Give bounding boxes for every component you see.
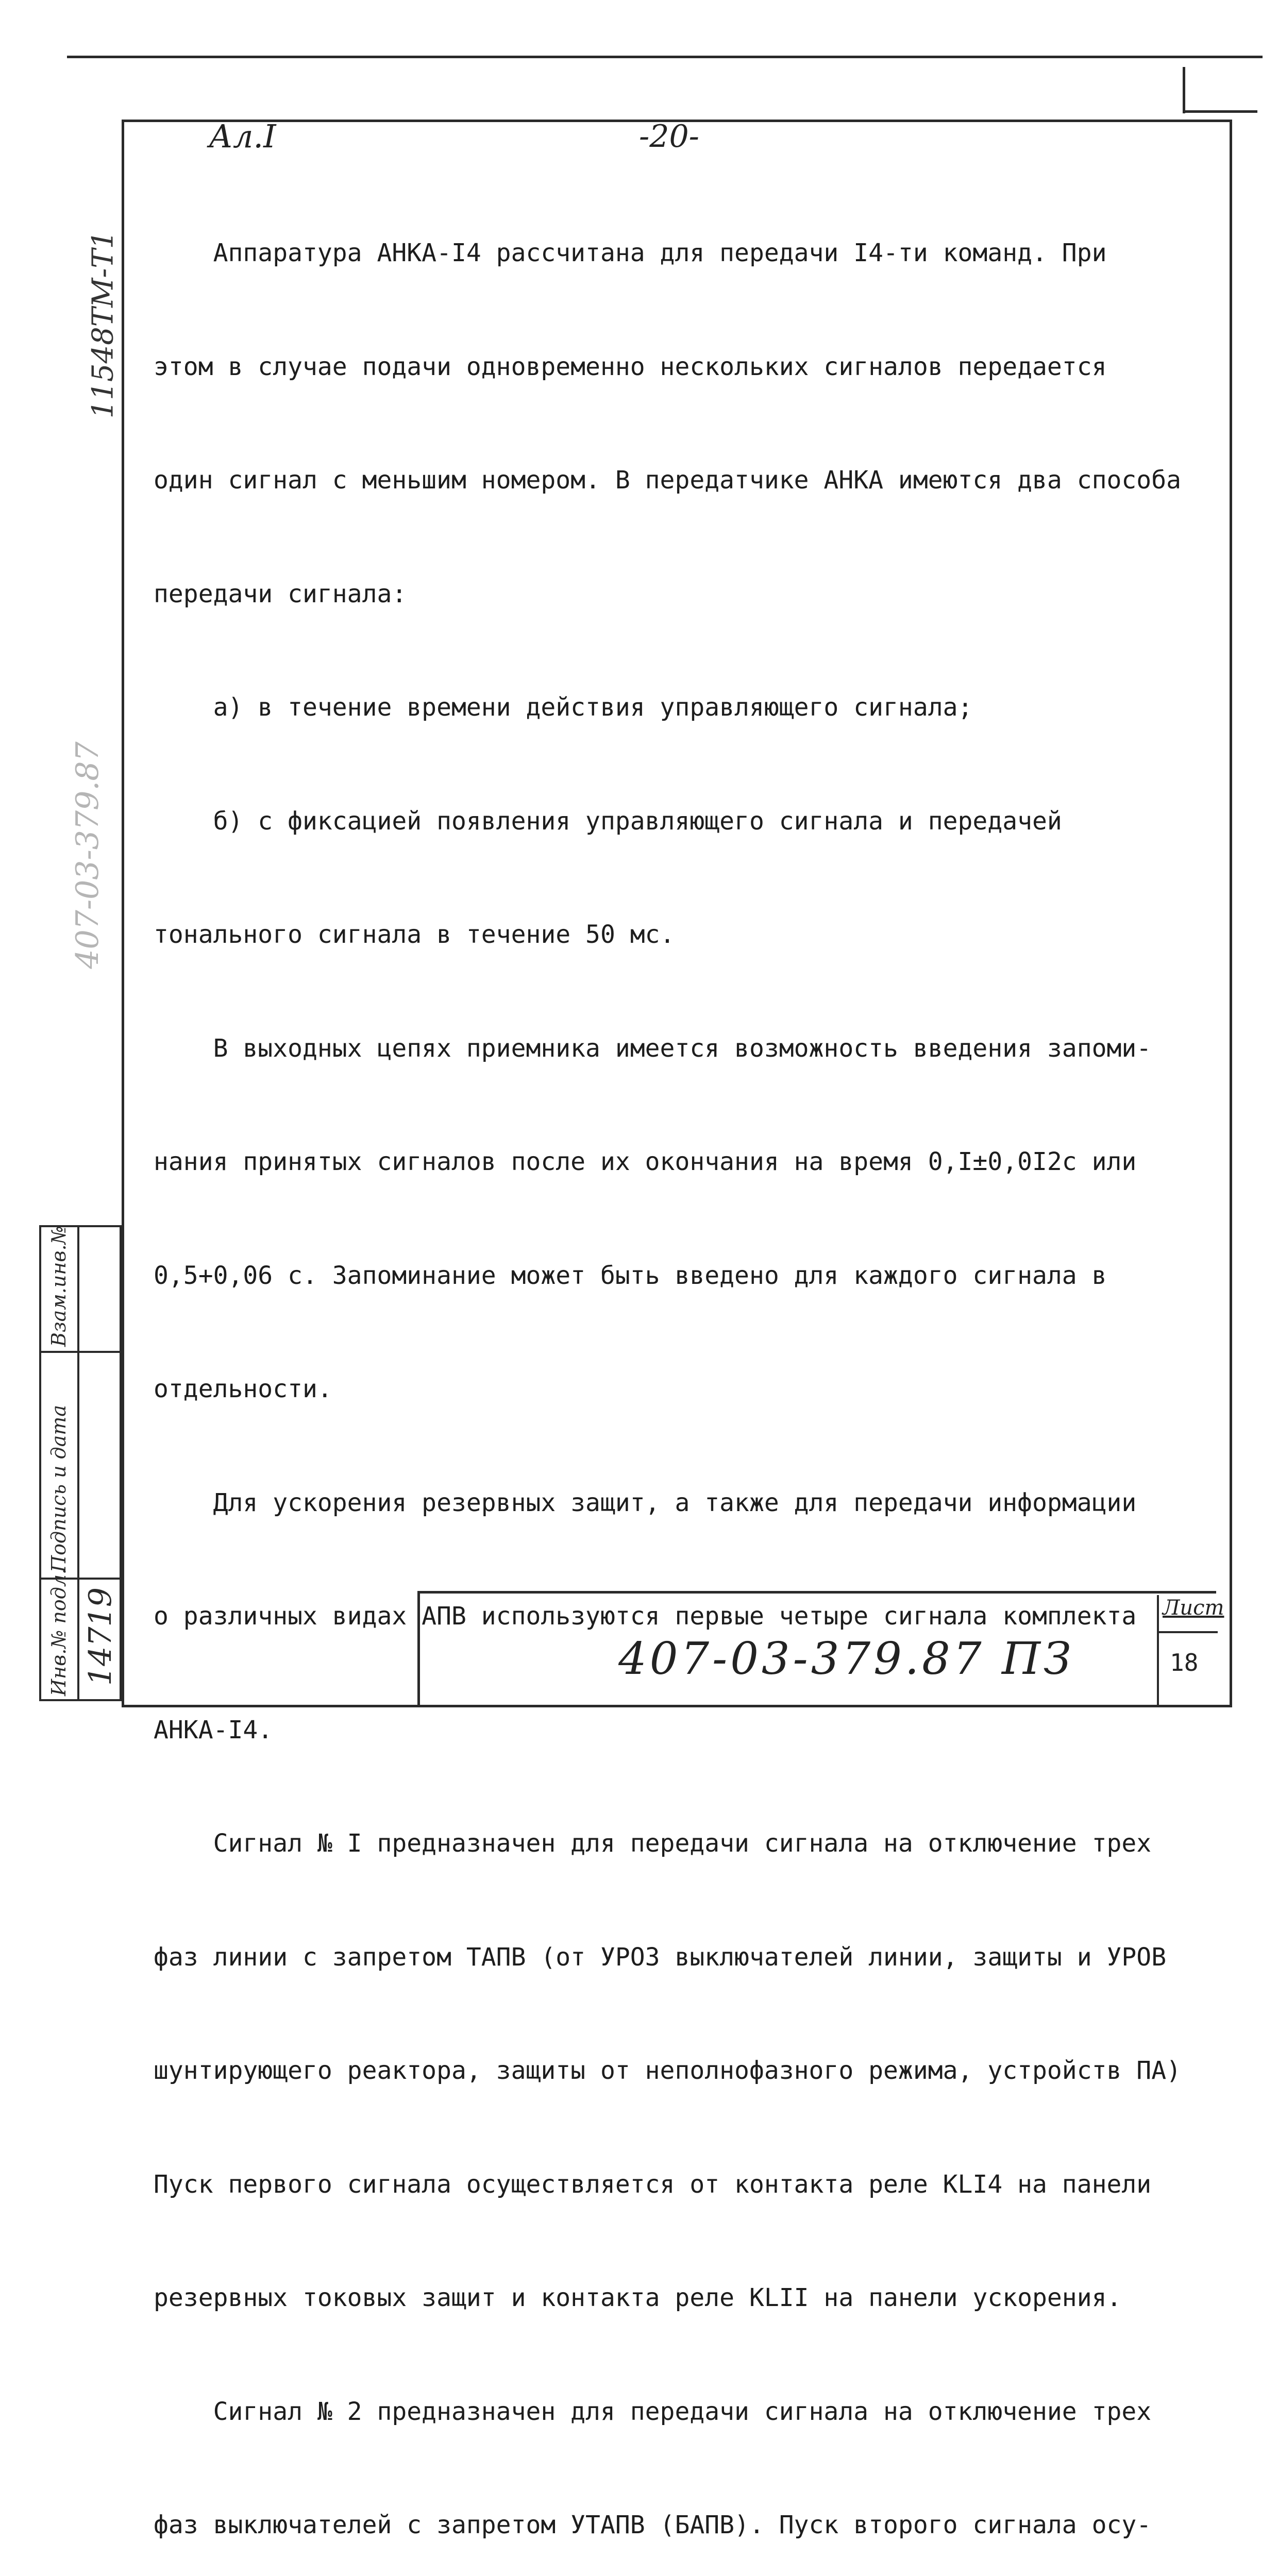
text-line: Для ускорения резервных защит, а также для передачи информации [154,1488,1137,1517]
stamp-row-divider [41,1351,120,1353]
text-line: Аппаратура АНКА-I4 рассчитана для передачи I4-ти команд. При [154,239,1107,267]
text-line: отдельности. [154,1375,332,1403]
top-border-short-line [1185,110,1257,113]
top-border-line [67,56,1263,58]
text-line: передачи сигнала: [154,579,407,608]
sheet-box-divider [1159,1631,1218,1633]
stamp-replace-label: Взам.инв.№ [47,1226,70,1347]
text-line: о различных видах АПВ используются первые четыре сигнала комплекта [154,1602,1137,1631]
document-code: 407-03-379.87 ПЗ [618,1633,1074,1685]
margin-faint-code [52,680,124,1030]
margin-doc-code-text: 11548ТМ-Т1 [86,230,120,419]
text-line: фаз линии с запретом ТАПВ (от УРОЗ выключателей линии, защиты и УРОВ [154,1942,1167,1972]
text-line: АНКА-I4. [154,1715,273,1744]
text-line: В выходных цепях приемника имеется возможность введения запоми- [154,1033,1152,1063]
text-line: Сигнал № I предназначен для передачи сигнала на отключение трех [154,1829,1152,1858]
text-line: шунтирующего реактора, защиты от неполнофазного режима, устройств ПА) [154,2056,1181,2085]
text-line: б) с фиксацией появления управляющего сигнала и передачей [154,806,1062,836]
text-line: Пуск первого сигнала осуществляется от контакта реле KLI4 на панели [154,2170,1152,2199]
text-line: фаз выключателей с запретом УТАПВ (БАПВ). Пуск второго сигнала осу- [154,2511,1152,2539]
annex-label: Ал.I [209,117,276,155]
stamp-signature-label: Подпись и дата [47,1404,70,1572]
text-line: тонального сигнала в течение 50 мс. [154,920,675,949]
stamp-inv-label: Инв.№ подл. [47,1568,70,1696]
text-line: один сигнал с меньшим номером. В передатчике АНКА имеются два способа [154,466,1181,495]
text-line: этом в случае подачи одновременно нескольких сигналов передается [154,352,1107,381]
margin-doc-code [72,216,134,433]
text-line: резервных токовых защит и контакта реле KLII на панели ускорения. [154,2283,1122,2312]
corner-tick-line [1183,67,1185,113]
text-line: Сигнал № 2 предназначен для передачи сигнала на отключение трех [154,2397,1152,2426]
margin-faint-code-text: 407-03-379.87 [70,741,106,969]
text-line: нания принятых сигналов после их окончания на время 0,I±0,0I2с или [154,1147,1137,1176]
text-line: а) в течение времени действия управляющего сигнала; [154,693,973,722]
stamp-column-divider [77,1227,79,1699]
page-marker: -20- [639,118,699,155]
text-line: 0,5+0,06 с. Запоминание может быть введено для каждого сигнала в [154,1261,1107,1290]
left-stamp-table [39,1225,122,1701]
body-text [154,159,1210,2576]
sheet-label: Лист [1163,1596,1224,1620]
stamp-inv-value: 14719 [82,1587,119,1686]
sheet-number: 18 [1170,1649,1199,1676]
